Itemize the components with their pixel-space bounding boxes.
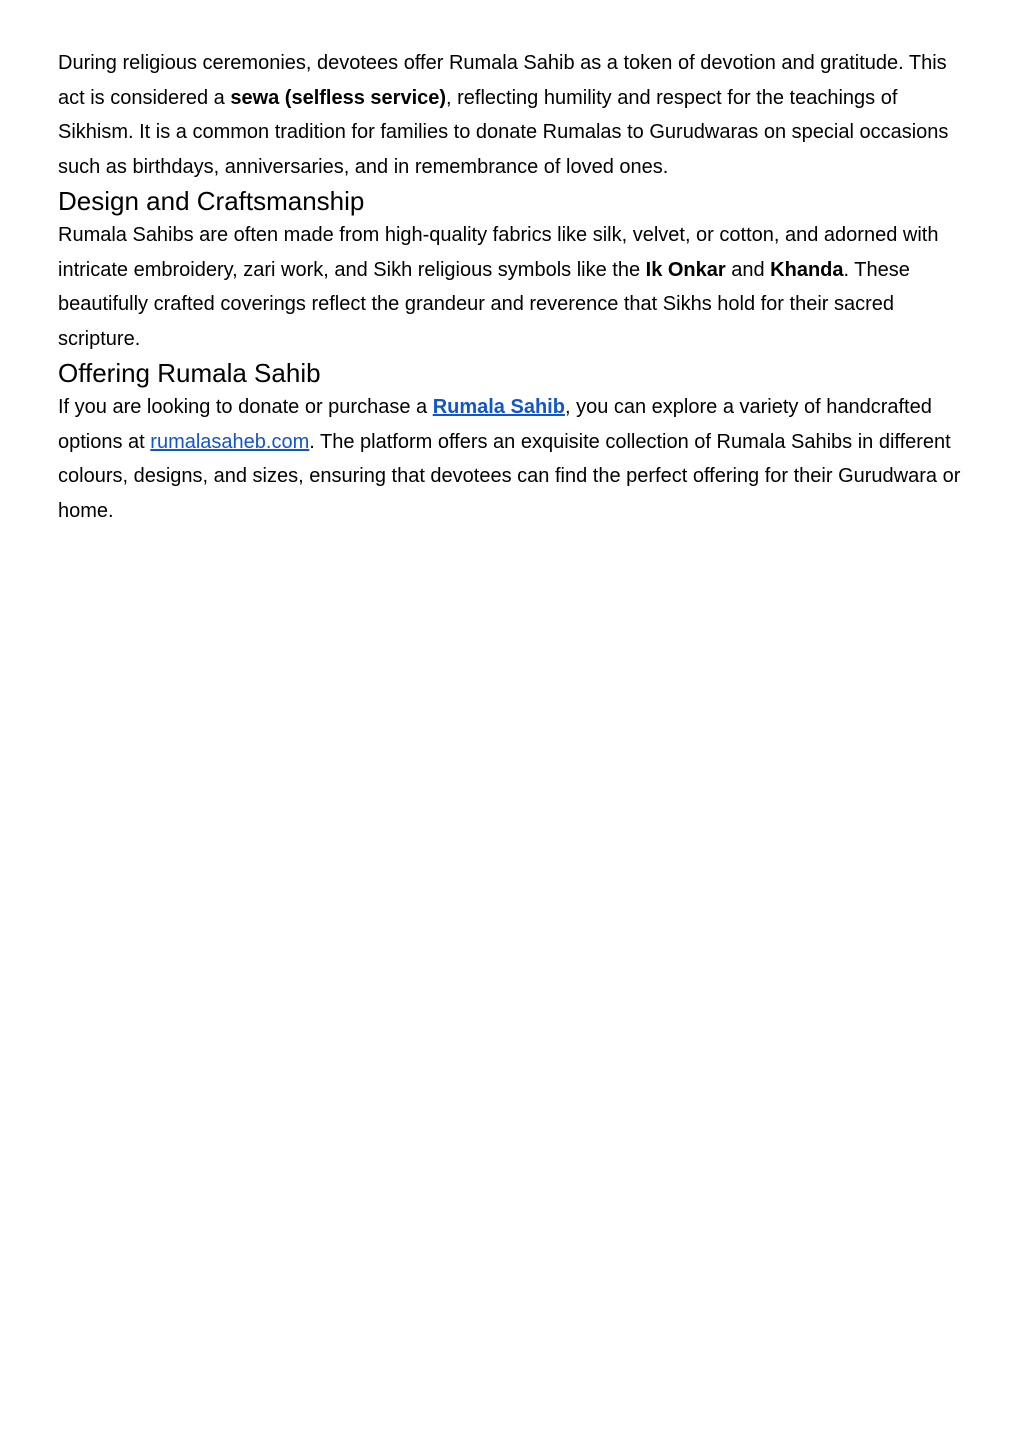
bold-khanda: Khanda xyxy=(770,258,844,281)
rumalasaheb-site-link[interactable]: rumalasaheb.com xyxy=(150,430,310,453)
paragraph-text: Rumala Sahibs are often made from high-quality fabrics like silk, velvet, or cotton, and adorned with intricate embroidery, zari work, and Sikh religious symbols like the xyxy=(58,224,939,281)
paragraph-ceremonies xyxy=(58,46,968,184)
paragraph-text: , reflecting humility and respect for the teachings of Sikhism. It is a common tradition for families to donate Rumalas to Gurudwaras on special occasions such as birthdays, anniversaries, and in remembrance of loved ones. xyxy=(58,86,949,178)
heading-offering-rumala-sahib: Offering Rumala Sahib xyxy=(58,358,321,388)
bold-sewa: sewa (selfless service) xyxy=(230,86,447,109)
paragraph-text: If you are looking to donate or purchase a xyxy=(58,396,433,418)
paragraph-text: and xyxy=(725,258,771,281)
paragraph-text: . The platform offers an exquisite collection of Rumala Sahibs in different colours, designs, and sizes, ensuring that devotees can find the perfect offering for their Gurudwara or home. xyxy=(58,430,961,522)
paragraph-text: . These beautifully crafted coverings reflect the grandeur and reverence that Sikhs hold for their sacred scripture. xyxy=(58,258,910,350)
paragraph-offering xyxy=(58,390,968,528)
link-label: Rumala Sahib xyxy=(432,396,565,418)
paragraph-text: , you can explore a variety of handcrafted options at xyxy=(58,396,932,453)
paragraph-text: During religious ceremonies, devotees offer Rumala Sahib as a token of devotion and gratitude. This act is considered a xyxy=(58,52,947,109)
heading-design-craftsmanship: Design and Craftsmanship xyxy=(58,186,365,216)
bold-ik-onkar: Ik Onkar xyxy=(645,258,726,281)
document-page xyxy=(58,46,968,528)
paragraph-design xyxy=(58,218,968,356)
rumala-sahib-link[interactable] xyxy=(433,396,565,418)
